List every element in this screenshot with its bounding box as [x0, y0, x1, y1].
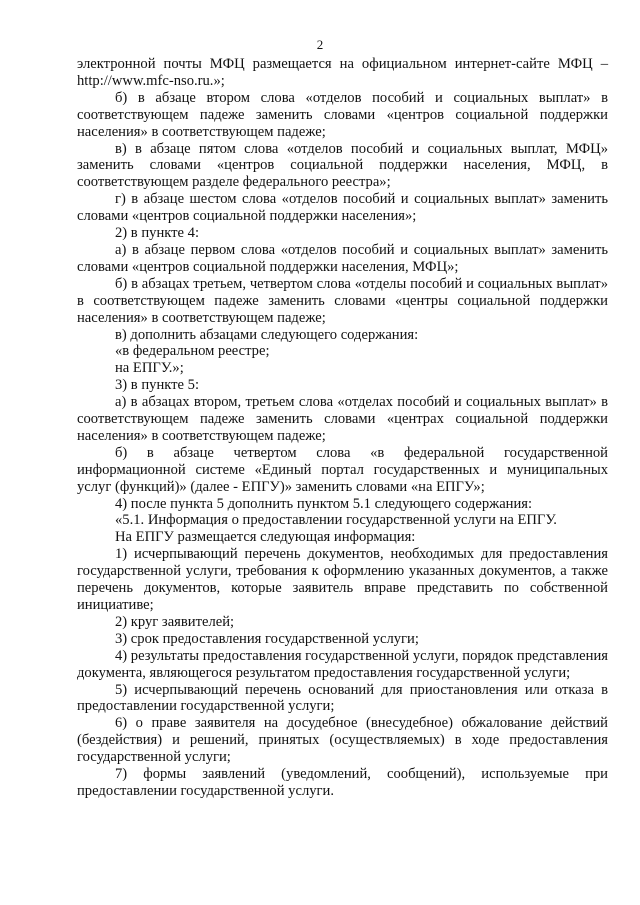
paragraph: в) в абзаце пятом слова «отделов пособий и социальных выплат, МФЦ» заменить словами «центров социальной поддержки населения, МФЦ, в соответствующем разделе федерального реестра»; [77, 140, 608, 191]
paragraph: 6) о праве заявителя на досудебное (внесудебное) обжалование действий (бездействия) и решений, принятых (осуществляемых) в ходе предоставления государственной услуги; [77, 715, 608, 766]
paragraph: г) в абзаце шестом слова «отделов пособий и социальных выплат» заменить словами «центров социальной поддержки населения»; [77, 191, 608, 225]
paragraph: 7) формы заявлений (уведомлений, сообщений), используемые при предоставлении государственной услуги. [77, 766, 608, 799]
paragraph: на ЕПГУ.»; [115, 360, 184, 377]
paragraph: 4) после пункта 5 дополнить пунктом 5.1 следующего содержания: [115, 495, 533, 512]
paragraph: «в федеральном реестре; [115, 343, 270, 360]
paragraph: а) в абзаце первом слова «отделов пособий и социальных выплат» заменить словами «центров социальной поддержки населения, МФЦ»; [77, 241, 608, 275]
paragraph: На ЕПГУ размещается следующая информация: [115, 529, 416, 546]
paragraph: 3) в пункте 5: [115, 377, 200, 394]
paragraph: 2) круг заявителей; [115, 613, 235, 630]
paragraph: в) дополнить абзацами следующего содержания: [115, 326, 419, 343]
paragraph: 2) в пункте 4: [115, 225, 200, 242]
paragraph: б) в абзаце втором слова «отделов пособий и социальных выплат» в соответствующем падеже заменить словами «центров социальной поддержки населения» в соответствующем падеже; [77, 89, 608, 140]
paragraph: электронной почты МФЦ размещается на официальном интернет-сайте МФЦ – http://www.mfc-nso.ru.»; [77, 56, 608, 89]
page-number: 2 [316, 37, 324, 52]
document-body [77, 56, 608, 800]
paragraph: 3) срок предоставления государственной услуги; [115, 630, 419, 647]
paragraph: а) в абзацах втором, третьем слова «отделах пособий и социальных выплат» в соответствующем падеже заменить словами «центрах социальной поддержки населения» в соответствующем падеже; [77, 394, 608, 444]
paragraph: 5) исчерпывающий перечень оснований для приостановления или отказа в предоставлении государственной услуги; [77, 681, 608, 715]
paragraph: 1) исчерпывающий перечень документов, необходимых для предоставления государственной услуги, требования к оформлению указанных документов, а также перечень документов, которые заявитель вправе представить по собственной инициативе; [77, 546, 608, 613]
paragraph: «5.1. Информация о предоставлении государственной услуги на ЕПГУ. [115, 512, 557, 529]
paragraph: б) в абзаце четвертом слова «в федеральной государственной информационной системе «Единый портал государственных и муниципальных услуг (функций)» (далее - ЕПГУ)» заменить словами «на ЕПГУ»; [77, 444, 608, 495]
paragraph: 4) результаты предоставления государственной услуги, порядок представления документа, являющегося результатом предоставления государственной услуги; [77, 647, 608, 681]
paragraph: б) в абзацах третьем, четвертом слова «отделы пособий и социальных выплат» в соответствующем падеже заменить словами «центры социальной поддержки населения» в соответствующем падеже; [77, 275, 608, 326]
